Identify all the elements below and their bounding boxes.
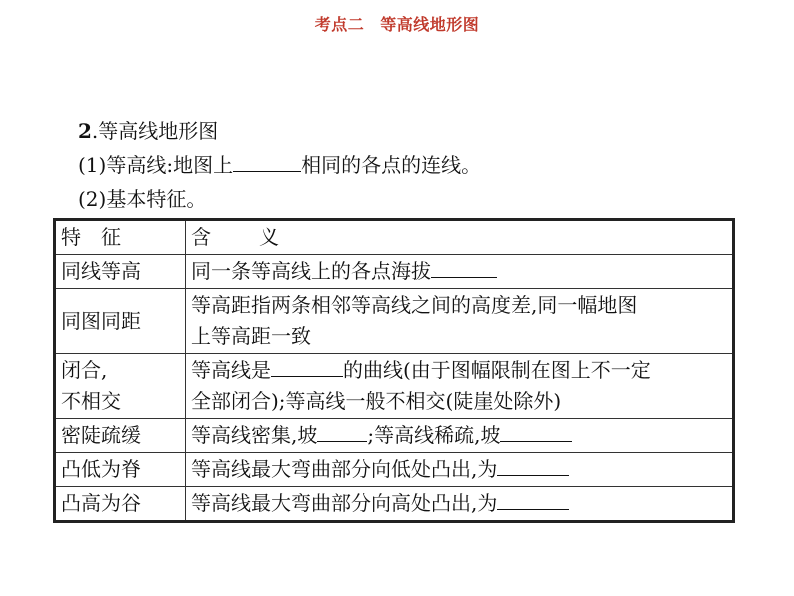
table-row xyxy=(55,453,734,487)
row-key: 同图同距 xyxy=(55,289,186,354)
row-text-part: 的曲线(由于图幅限制在图上不一定 xyxy=(343,358,651,382)
row-text-part: ;等高线稀疏,坡 xyxy=(367,423,501,447)
header-k2: 征 xyxy=(101,225,121,249)
header-prefix: 考点二 xyxy=(314,15,365,34)
fill-blank xyxy=(500,421,572,442)
header-cell-meaning xyxy=(186,220,734,255)
row-key: 凸低为脊 xyxy=(55,453,186,487)
row-key xyxy=(55,354,186,419)
row-key: 同线等高 xyxy=(55,255,186,289)
row-value xyxy=(186,289,734,354)
fill-blank xyxy=(233,151,301,172)
row-text: 全部闭合);等高线一般不相交(陡崖处除外) xyxy=(191,389,562,413)
fill-blank xyxy=(497,455,569,476)
row-value xyxy=(186,487,734,522)
row-value xyxy=(186,354,734,419)
intro-text xyxy=(78,114,481,216)
fill-blank xyxy=(271,356,343,377)
table-row xyxy=(55,289,734,354)
table-header-row xyxy=(55,220,734,255)
row-key-line: 闭合, xyxy=(61,358,108,382)
row-text: 上等高距一致 xyxy=(191,324,311,348)
definition-pre: (1)等高线:地图上 xyxy=(78,153,234,177)
header-title: 等高线地形图 xyxy=(380,15,480,34)
page-header xyxy=(0,12,794,35)
section-heading xyxy=(78,114,481,148)
definition-post: 相同的各点的连线。 xyxy=(301,153,482,177)
row-text-part: 等高线是 xyxy=(191,358,271,382)
heading-number: 2 xyxy=(78,119,92,143)
row-text: 等高线最大弯曲部分向高处凸出,为 xyxy=(191,491,498,515)
row-key-line: 不相交 xyxy=(61,389,121,413)
row-text: 等高距指两条相邻等高线之间的高度差,同一幅地图 xyxy=(191,293,638,317)
row-value xyxy=(186,419,734,453)
row-key: 凸高为谷 xyxy=(55,487,186,522)
table-row xyxy=(55,354,734,419)
definition-line xyxy=(78,148,481,182)
row-value xyxy=(186,255,734,289)
table-row xyxy=(55,487,734,522)
features-table xyxy=(53,218,735,523)
header-v2: 义 xyxy=(259,225,279,249)
row-text: 等高线最大弯曲部分向低处凸出,为 xyxy=(191,457,498,481)
table-row xyxy=(55,255,734,289)
header-k1: 特 xyxy=(61,225,81,249)
features-line: (2)基本特征。 xyxy=(78,187,207,211)
heading-text: .等高线地形图 xyxy=(91,119,219,143)
row-text xyxy=(191,355,727,386)
row-text: 同一条等高线上的各点海拔 xyxy=(191,259,431,283)
fill-blank xyxy=(317,421,367,442)
header-cell-feature xyxy=(55,220,186,255)
fill-blank xyxy=(431,257,497,278)
table-row xyxy=(55,419,734,453)
row-value xyxy=(186,453,734,487)
header-v1: 含 xyxy=(191,225,211,249)
row-text-part: 等高线密集,坡 xyxy=(191,423,318,447)
row-key: 密陡疏缓 xyxy=(55,419,186,453)
fill-blank xyxy=(497,489,569,510)
